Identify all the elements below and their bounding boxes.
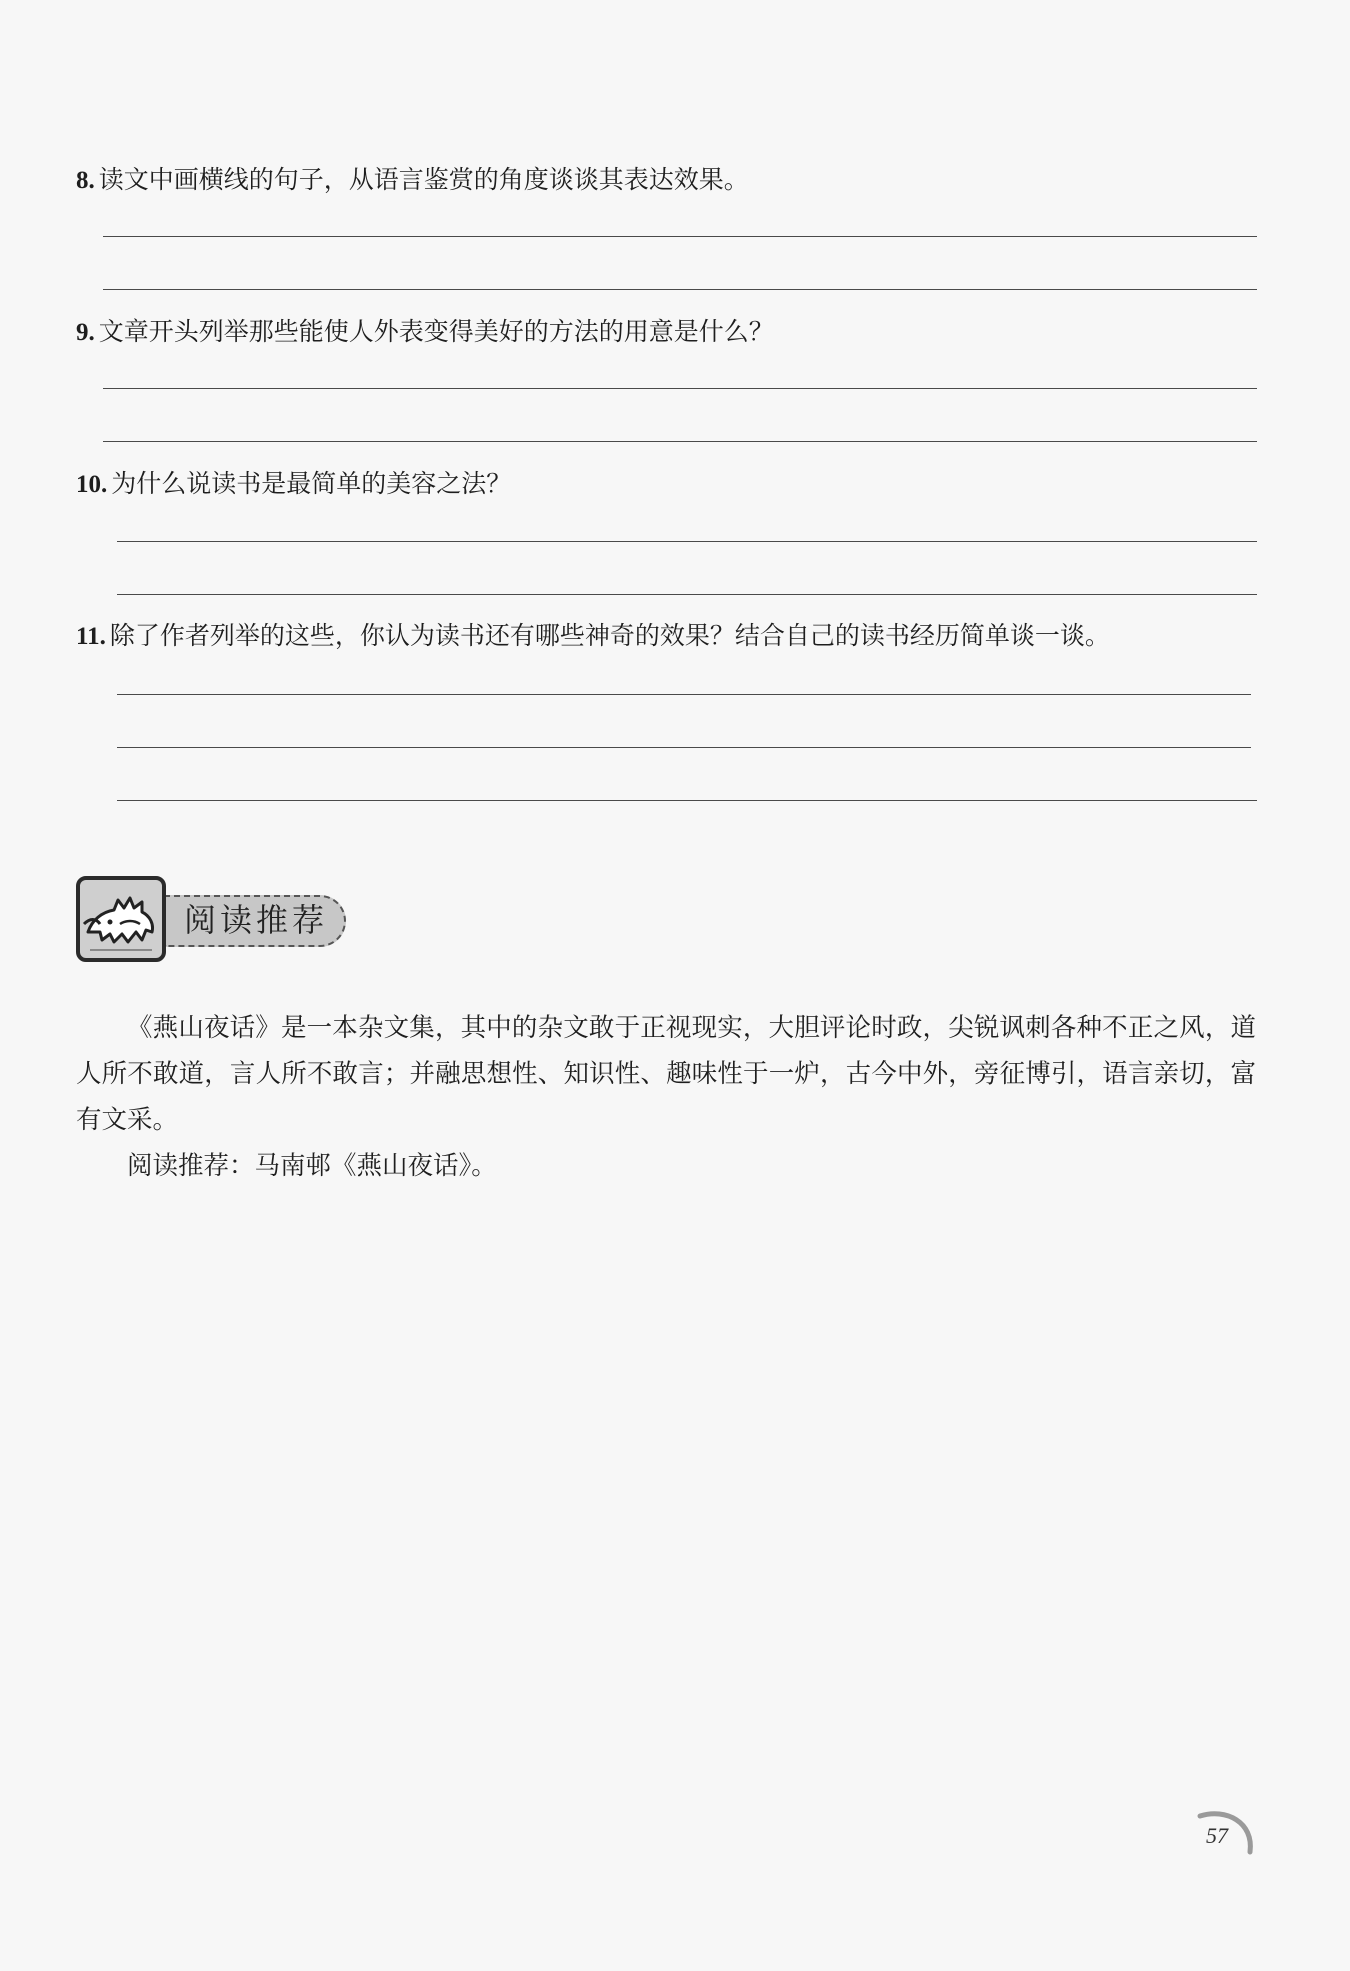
answer-line[interactable] (117, 747, 1251, 748)
answer-line[interactable] (117, 800, 1257, 801)
page-number: 57 (1206, 1823, 1228, 1848)
answer-line[interactable] (103, 236, 1257, 237)
question-10 (76, 466, 511, 503)
answer-line[interactable] (103, 441, 1257, 442)
question-text: 文章开头列举那些能使人外表变得美好的方法的用意是什么？ (98, 317, 774, 346)
header-title: 阅读推荐 (184, 901, 329, 939)
answer-line[interactable] (117, 594, 1257, 595)
question-number: 11. (76, 623, 106, 650)
question-number: 9. (76, 319, 95, 346)
question-text: 读文中画横线的句子，从语言鉴赏的角度谈谈其表达效果。 (98, 165, 749, 194)
question-9 (76, 314, 774, 351)
dinosaur-icon (76, 876, 166, 962)
reading-recommendation-header (76, 876, 356, 968)
question-text: 为什么说读书是最简单的美容之法？ (111, 469, 512, 498)
recommendation-line: 阅读推荐：马南邨《燕山夜话》。 (127, 1151, 497, 1181)
recommendation-body (76, 1005, 1256, 1189)
question-text: 除了作者列举的这些，你认为读书还有哪些神奇的效果？结合自己的读书经历简单谈一谈。 (109, 621, 1110, 650)
question-8 (76, 162, 749, 199)
answer-line[interactable] (103, 388, 1257, 389)
answer-line[interactable] (117, 541, 1257, 542)
question-11 (76, 618, 1110, 655)
question-number: 10. (76, 471, 108, 498)
answer-line[interactable] (103, 289, 1257, 290)
recommendation-paragraph: 《燕山夜话》是一本杂文集，其中的杂文敢于正视现实，大胆评论时政，尖锐讽刺各种不正之风，道人所不敢道，言人所不敢言；并融思想性、知识性、趣味性于一炉，古今中外，旁征博引，语言亲切，富有文采。 (76, 1013, 1256, 1135)
answer-line[interactable] (117, 694, 1251, 695)
question-number: 8. (76, 167, 95, 194)
